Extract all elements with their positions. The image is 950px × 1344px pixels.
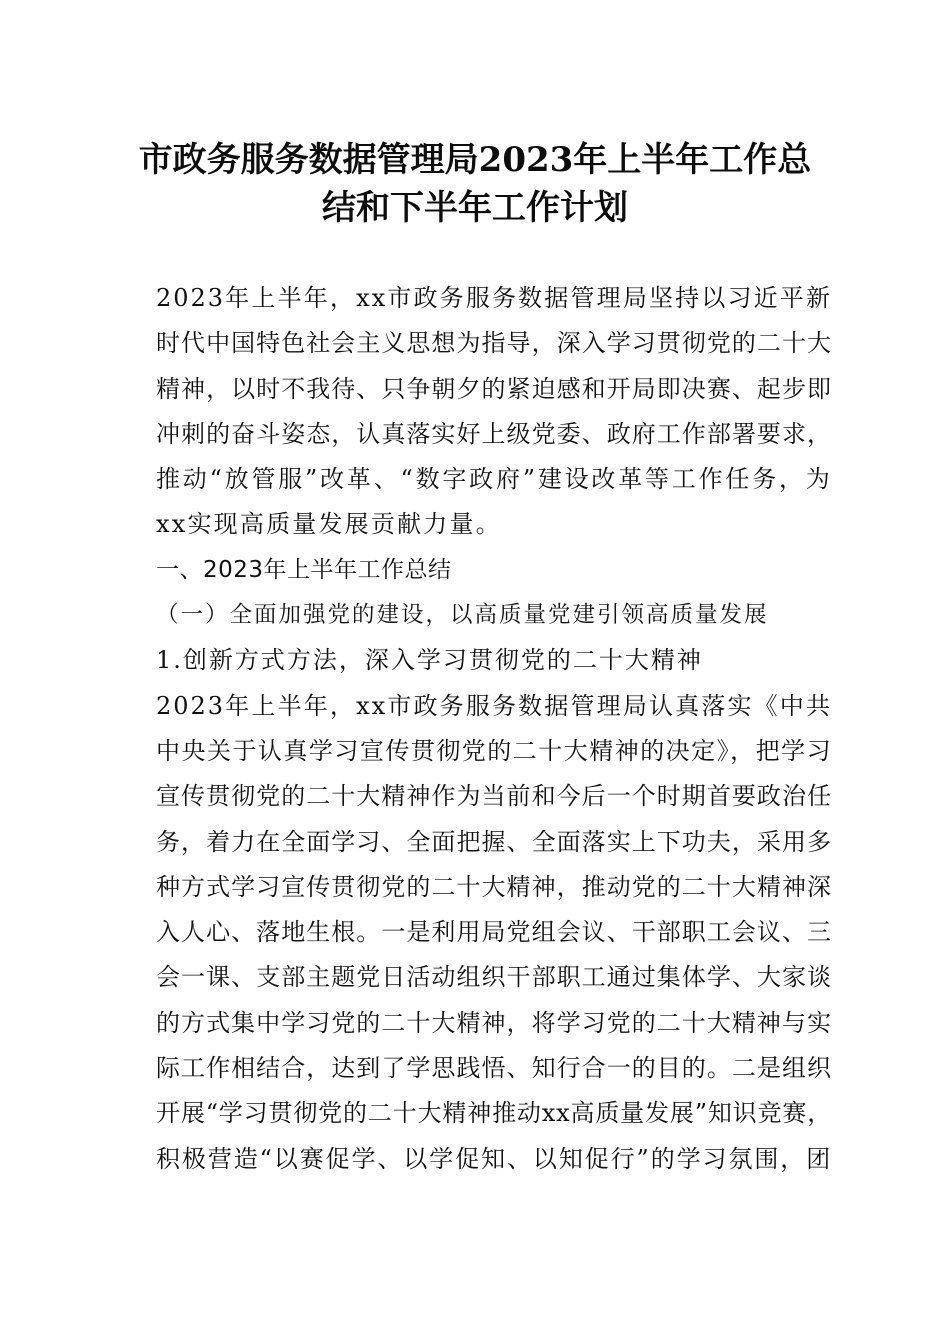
intro-line: 2023年上半年，xx市政务服务数据管理局坚持以习近平新 (156, 284, 832, 312)
intro-paragraph (120, 276, 832, 548)
body-line: 开展“学习贯彻党的二十大精神推动xx高质量发展”知识竞赛， (156, 1099, 832, 1128)
title-line: 市政务服务数据管理局2023年上半年工作总 (138, 140, 812, 180)
intro-line: 时代中国特色社会主义思想为指导，深入学习贯彻党的二十大 (156, 329, 832, 358)
body-line: 务，着力在全面学习、全面把握、全面落实上下功夫，采用多 (156, 827, 832, 856)
title-line: 结和下半年工作计划 (322, 188, 628, 228)
body-line: 的方式集中学习党的二十大精神，将学习党的二十大精神与实 (156, 1008, 832, 1037)
body-line: 种方式学习宣传贯彻党的二十大精神，推动党的二十大精神深 (156, 872, 832, 901)
body-line: 宣传贯彻党的二十大精神作为当前和今后一个时期首要政治任 (156, 782, 832, 811)
body-line: 中央关于认真学习宣传贯彻党的二十大精神的决定》，把学习 (156, 736, 832, 765)
subsection-heading: （一）全面加强党的建设，以高质量党建引领高质量发展 (156, 602, 769, 629)
body-line: 际工作相结合，达到了学思践悟、知行合一的目的。二是组织 (156, 1054, 832, 1083)
body-line: 2023年上半年，xx市政务服务数据管理局认真落实《中共 (156, 691, 832, 720)
body-line: 积极营造“以赛促学、以学促知、以知促行”的学习氛围，团 (156, 1144, 832, 1173)
body-paragraph (120, 684, 832, 1182)
intro-line: xx实现高质量发展贡献力量。 (156, 510, 502, 539)
body-line: 入人心、落地生根。一是利用局党组会议、干部职工会议、三 (156, 918, 832, 947)
intro-line: 精神，以时不我待、只争朝夕的紧迫感和开局即决赛、起步即 (156, 374, 832, 403)
document-title (100, 136, 850, 232)
intro-line: 推动“放管服”改革、“数字政府”建设改革等工作任务，为 (156, 465, 832, 494)
body-line: 会一课、支部主题党日活动组织干部职工通过集体学、大家谈 (156, 963, 832, 992)
item-heading: 1.创新方式方法，深入学习贯彻党的二十大精神 (156, 646, 703, 675)
intro-line: 冲刺的奋斗姿态，认真落实好上级党委、政府工作部署要求， (156, 419, 832, 448)
section-heading: 一、2023年上半年工作总结 (156, 556, 452, 583)
document-body (120, 276, 832, 1182)
